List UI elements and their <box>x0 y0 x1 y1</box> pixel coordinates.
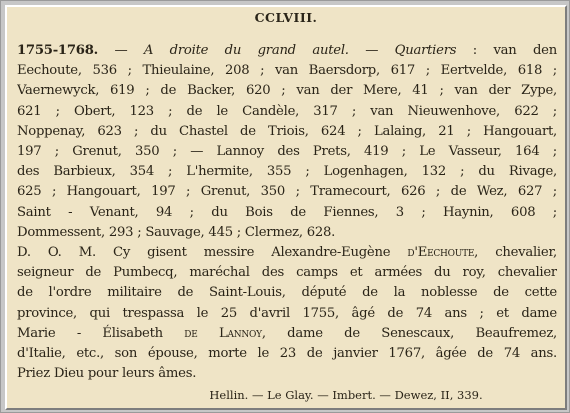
entry1-quartiers-label: Quartiers <box>394 43 457 58</box>
entry2-surname-eechoute: Eechoute <box>417 245 475 261</box>
entry1-line-1 <box>17 41 557 61</box>
entry2-line-1 <box>17 243 557 263</box>
entry2-prayer: Priez Dieu pour leurs âmes. <box>17 366 197 382</box>
entry1-line: des Barbieux, 354 ; L'hermite, 355 ; Logenhagen, 132 ; du Rivage, <box>17 164 557 180</box>
entry2-line-5 <box>17 324 557 344</box>
section-heading: CCLVIII. <box>254 10 318 25</box>
entry2-line: province, qui trespassa le 25 d'avril 1755, âgé de 74 ans ; et dame <box>17 305 557 321</box>
entry1-line-1-rest: : van den <box>456 43 557 58</box>
entry2-line-1-a: D. O. M. Cy gisent messire Alexandre-Eugène <box>17 245 408 261</box>
entry1-line: 625 ; Hangouart, 197 ; Grenut, 350 ; Tramecourt, 626 ; de Wez, 627 ; <box>17 184 557 200</box>
entry2-line-6: d'Italie, etc., son épouse, morte le 23 de janvier 1767, âgée de 74 ans. <box>17 346 557 362</box>
entry2-line-1-b: , chevalier, <box>474 245 557 261</box>
entry1-line: Saint - Venant, 94 ; du Bois de Fiennes, 3 ; Haynin, 608 ; <box>17 204 557 220</box>
entry1-dates: 1755-1768. <box>17 43 98 58</box>
entry2-line: seigneur de Pumbecq, maréchal des camps et armées du roy, chevalier <box>17 265 557 281</box>
entry1-line: Vaernewyck, 619 ; de Backer, 620 ; van der Mere, 41 ; van der Zype, <box>17 83 557 99</box>
entry1-dash-1: — <box>97 43 144 58</box>
sources-citation: Hellin. — Le Glay. — Imbert. — Dewez, II, 339. <box>209 388 483 402</box>
entry2-line-5-b: , dame de Senescaux, Beaufremez, <box>261 325 557 341</box>
entry1-last-line: Dommessent, 293 ; Sauvage, 445 ; Clermez, 628. <box>17 224 336 240</box>
entry2-line-5-a: Marie - Élisabeth <box>17 325 185 341</box>
entry2-line: de l'ordre militaire de Saint-Louis, député de la noblesse de cette <box>17 285 557 301</box>
entry1-line: 621 ; Obert, 123 ; de le Candèle, 317 ; van Nieuwenhove, 622 ; <box>17 103 557 119</box>
entry2-surname-lannoy: de Lannoy <box>184 325 262 341</box>
entry1-line: 197 ; Grenut, 350 ; — Lannoy des Prets, 419 ; Le Vasseur, 164 ; <box>17 144 557 160</box>
entry1-line: Noppenay, 623 ; du Chastel de Triois, 624 ; Lalaing, 21 ; Hangouart, <box>17 123 557 139</box>
entry2-particle: d' <box>407 245 418 261</box>
entry1-line: Eechoute, 536 ; Thieulaine, 208 ; van Baersdorp, 617 ; Eertvelde, 618 ; <box>17 63 557 79</box>
document-body <box>17 41 557 384</box>
entry1-dash-2: — <box>348 43 395 58</box>
document-page <box>5 5 567 410</box>
entry1-location: A droite du grand autel. <box>143 43 349 58</box>
